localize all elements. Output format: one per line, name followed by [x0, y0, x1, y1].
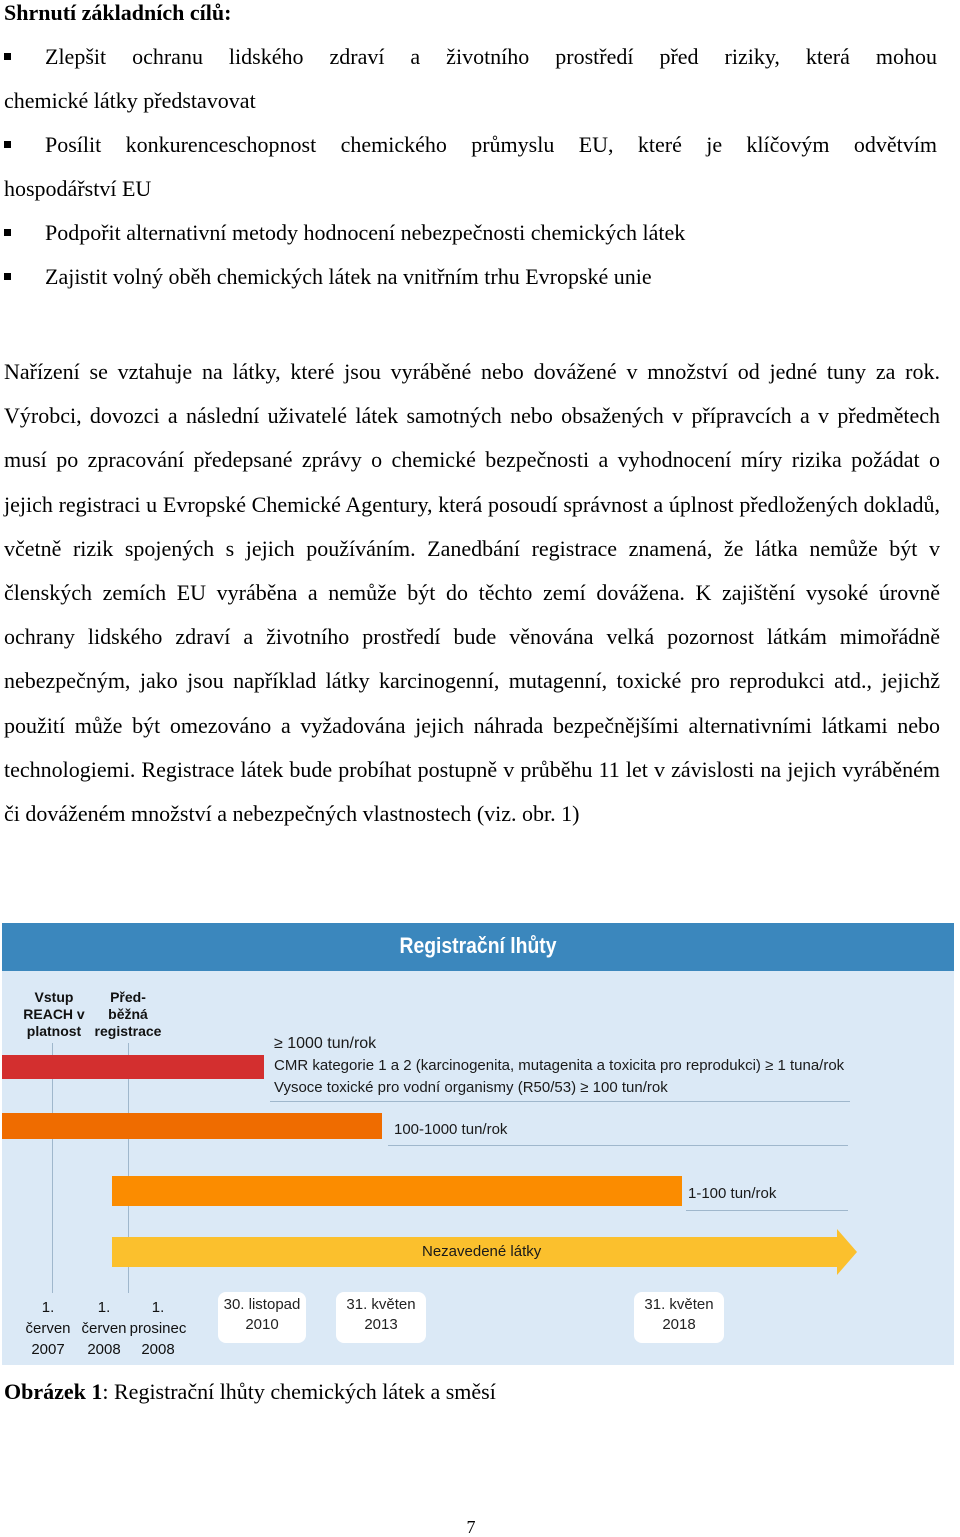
body-paragraph: Nařízení se vztahuje na látky, které jsou vyráběné nebo dovážené v množství od jedné tuny za rok. Výrobci, dovozci a následní uživatelé látek samotných nebo obsažených v přípravcích a v předmětech musí po zpracování předepsané zprávy o chemické bezpečnosti a vyhodnocení míry rizika požádat o jejich registraci u Evropské Chemické Agentury, která posoudí správnost a úplnost předložených dokladů, včetně rizik spojených s jejich používáním. Zanedbání registrace znamená, že látka nemůže být v členských zemích EU vyráběna a nemůže být do těchto zemí dovážena. K zajištění vysoké úrovně ochrany lidského zdraví a životního prostředí bude věnována velká pozornost látkám mimořádně nebezpečným, jako jsou například látky karcinogenní, mutagenní, toxické pro reprodukci atd., jejichž použití může být omezováno a vyžadována jejich náhrada bezpečnějšími alternativními látkami nebo technologiemi. Registrace látek bude probíhat postupně v průběhu 11 let v závislosti na jejich vyráběném či dováženém množství a nebezpečných vlastnostech (viz. obr. 1)	[4, 359, 940, 827]
bar-low	[112, 1176, 682, 1206]
list-item-text: Podpořit alternativní metody hodnocení nebezpečnosti chemických látek	[45, 220, 686, 245]
bullet-square-icon	[4, 229, 11, 236]
date-label: 1. červen 2007	[25, 1299, 71, 1358]
bar-mid-label: 100-1000 tun/rok	[394, 1121, 508, 1138]
list-item-text: hospodářství EU	[4, 176, 152, 201]
bar-top-line2: CMR kategorie 1 a 2 (karcinogenita, mutagenita a toxicita pro reprodukci) ≥ 1 tuna/rok	[274, 1057, 845, 1074]
caption-text: : Registrační lhůty chemických látek a směsí	[102, 1379, 496, 1404]
bar-divider	[686, 1210, 848, 1211]
bullet-square-icon	[4, 141, 11, 148]
reach-entry-label: Vstup REACH v platnost	[23, 989, 85, 1039]
list-item-text: Zajistit volný oběh chemických látek na vnitřním trhu Evropské unie	[45, 264, 652, 289]
list-item-text: Zlepšit ochranu lidského zdraví a životního prostředí před riziky, která mohou	[45, 44, 937, 69]
list-item-continuation	[4, 176, 940, 202]
page-number: 7	[466, 1517, 476, 1537]
bullet-square-icon	[4, 273, 11, 280]
date-label: 1. červen 2008	[81, 1299, 127, 1358]
date-bubble: 31. květen 2013	[336, 1292, 426, 1343]
bullet-square-icon	[4, 53, 11, 60]
list-item-text: chemické látky představovat	[4, 88, 256, 113]
figure-title: Registrační lhůty	[399, 933, 557, 958]
guide-line	[52, 1043, 53, 1293]
bar-top-segment	[2, 1055, 264, 1079]
list-item	[4, 44, 940, 70]
bar-low-label: 1-100 tun/rok	[688, 1185, 777, 1202]
preregistration-label: Před- běžná registrace	[94, 989, 162, 1039]
figure-caption	[4, 1378, 496, 1406]
bar-divider	[388, 1145, 848, 1146]
date-bubble: 30. listopad 2010	[218, 1292, 306, 1343]
caption-label: Obrázek 1	[4, 1379, 103, 1404]
list-item	[4, 132, 940, 158]
date-bubble: 31. květen 2018	[634, 1292, 724, 1343]
list-item	[4, 220, 940, 246]
bar-top-line1: ≥ 1000 tun/rok	[274, 1035, 377, 1052]
bar-top-line3: Vysoce toxické pro vodní organismy (R50/53) ≥ 100 tun/rok	[274, 1079, 668, 1096]
list-item-continuation	[4, 88, 940, 114]
heading: Shrnutí základních cílů:	[4, 0, 232, 25]
list-item	[4, 264, 940, 290]
bar-divider	[270, 1101, 850, 1102]
list-item-text: Posílit konkurenceschopnost chemického průmyslu EU, které je klíčovým odvětvím	[45, 132, 937, 157]
date-label: 1. prosinec 2008	[129, 1299, 187, 1358]
bar-mid	[2, 1113, 382, 1139]
registration-deadlines-figure	[2, 923, 954, 1365]
bar-non-label: Nezavedené látky	[422, 1243, 542, 1260]
